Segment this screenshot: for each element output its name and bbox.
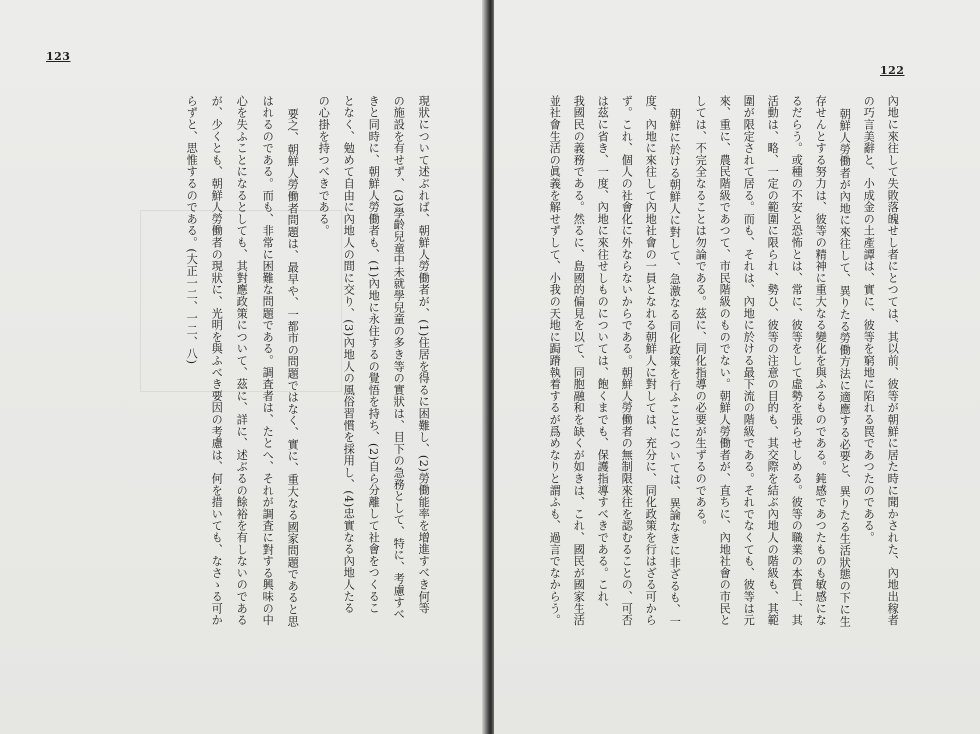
text-line: 度、內地に來往して內地社會の一員となれる朝鮮人に對しては、充分に、同化政策を行はざる可から <box>644 95 658 626</box>
text-line: ず。これ、個人の社會化に外ならないからである。朝鮮人勞働者の無制限來往を認むることの、可否 <box>620 95 634 626</box>
text-line: きと同時に、朝鮮人勞働者も、(1)內地に永住するの覺悟を持ち、(2)自ら分離して社會をつくるこ <box>367 95 381 615</box>
text-line: 存せんとする努力は、彼等の精神に重大なる變化を與ふるものである。鈍感であつたものも敏感にな <box>814 95 828 626</box>
left-page <box>0 0 486 734</box>
text-line: は茲に省き、一度、內地に來往せしものについては、飽くまでも、保護指導すべきである。これ、 <box>596 95 610 615</box>
text-line: 來、重に、農民階級であつて、市民階級のものでない。朝鮮人勞働者が、直ちに、內地社會の市民と <box>718 95 732 626</box>
text-line: 現狀について述ぶれば、朝鮮人勞働者が、(1)住居を得るに困難し、(2)勞働能率を增進すべき何等 <box>417 95 431 615</box>
right-page-number: 122 <box>880 64 905 77</box>
text-line: 圍が限定されて居る。而も、それは、內地に於ける最下流の階級である。それでなくても、彼等は元 <box>742 95 756 626</box>
text-line: るだらう。或種の不安と恐怖とは、常に、彼等をして虛勢を張らせしめる。彼等の職業の本質上、其 <box>790 95 804 626</box>
text-line: となく、勉めて自由に內地人の間に交り、(3)內地人の風俗習慣を採用し、(4)忠實なる內地人たる <box>342 95 356 615</box>
text-line: 朝鮮人勞働者が內地に來往して、異りたる勞働方法に適應する必要と、異りたる生活狀態の下に生 <box>838 108 852 628</box>
text-line: しては、不完全なることは勿論である。茲に、同化指導の必要が生ずるのである。 <box>694 95 708 532</box>
text-line: の巧言美辭と、小成金の土產譚は、實に、彼等を窮地に陷れる罠であつたのである。 <box>862 95 876 544</box>
right-page <box>494 0 980 734</box>
text-line: が、少くとも、朝鮮人勞働者の現狀に、光明を與ふべき要因の考慮は、何を措いても、なさゝる可か <box>210 95 224 626</box>
left-page-number: 123 <box>46 50 71 63</box>
text-line: 要之、朝鮮人勞働者問題は、最早や、一都市の問題ではなく、實に、重大なる國家問題であると思 <box>286 108 300 628</box>
text-line: はれるのである。而も、非常に困難な問題である。調査者は、たとへ、それが調査に對する興味の中 <box>261 95 275 626</box>
text-line: 心を失ふことになるとしても、其對應政策について、茲に、詳に、述ぶるの餘裕を有しないのである <box>235 95 249 626</box>
text-line: 並社會生活の眞義を解せずして、小我の天地に跼蹐執着するが爲めなりと謂ふも、過言でなからう。 <box>548 95 562 626</box>
text-line: 活動は、略、一定の範圍に限られ、勢ひ、彼等の注意の目的も、其交際を結ぶ內地人の階級も、其範 <box>766 95 780 626</box>
text-line: らずと、思惟するのである。(大正一二、一二、八) <box>185 95 199 365</box>
text-line: 內地に來往して失敗落魄せし者にとつては、其以前、彼等が朝鮮に居た時に聞かされた、內地出稼者 <box>886 95 900 626</box>
text-line: の施設を有せず、(3)學齡兒童中未就學兒童の多き等の實狀は、目下の急務として、特に、考慮すべ <box>392 95 406 621</box>
text-line: 朝鮮に於ける朝鮮人に對して、急激なる同化政策を行ふことについては、異論なきに非ざるも、一 <box>668 108 682 628</box>
text-line: 我國民の義務である。然るに、島國的偏見を以て、同胞融和を缺くが如きは、これ、國民が國家生活 <box>572 95 586 626</box>
text-line: の心掛を持つべきである。 <box>317 95 331 237</box>
